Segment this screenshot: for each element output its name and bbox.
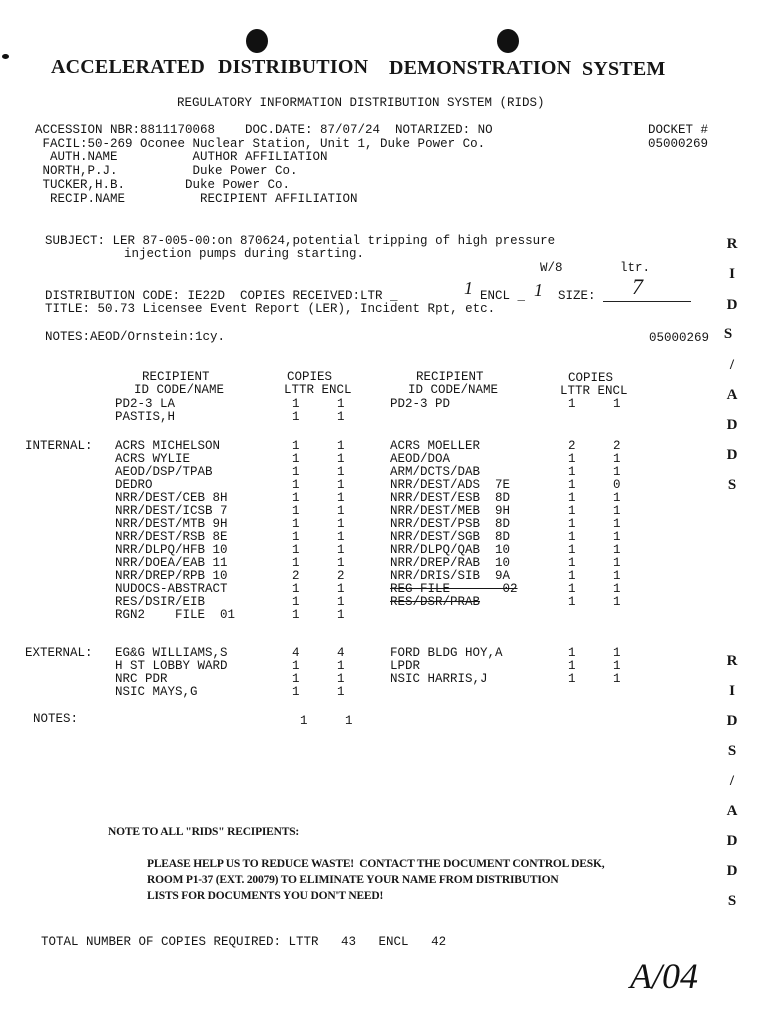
recipient-name: NSIC MAYS,G bbox=[115, 685, 198, 699]
encl-count: 1 bbox=[337, 543, 345, 557]
encl-count bbox=[613, 686, 633, 699]
recipient-table-external bbox=[115, 647, 633, 699]
encl-count: 1 bbox=[613, 582, 621, 596]
encl-count: 1 bbox=[337, 659, 345, 673]
recipient-name: AEOD/DSP/TPAB bbox=[115, 465, 213, 479]
encl-count: 4 bbox=[337, 646, 345, 660]
punch-hole-right bbox=[497, 29, 519, 53]
ltr-count: 1 bbox=[568, 504, 576, 518]
recipient-name: FORD BLDG HOY,A bbox=[390, 646, 503, 660]
notes-ltr: 1 bbox=[300, 714, 308, 728]
encl-count: 1 bbox=[337, 530, 345, 544]
notes-line: NOTES:AEOD/Ornstein:1cy. bbox=[45, 330, 226, 344]
ltr-count: 1 bbox=[568, 452, 576, 466]
ltr-count: 1 bbox=[292, 478, 300, 492]
ltr-label: ltr. bbox=[620, 261, 651, 275]
recipient-name: NRR/DEST/ADS 7E bbox=[390, 478, 511, 492]
subject-line: SUBJECT: LER 87-005-00:on 870624,potential tripping of high pressure bbox=[45, 234, 556, 248]
ltr-count: 1 bbox=[292, 439, 300, 453]
encl-count: 1 bbox=[613, 543, 621, 557]
recipient-name: NRR/DEST/ESB 8D bbox=[390, 491, 511, 505]
author-row: NORTH,P.J. Duke Power Co. bbox=[35, 164, 298, 178]
encl-count: 1 bbox=[613, 659, 621, 673]
ltr-count: 1 bbox=[292, 530, 300, 544]
encl-count: 1 bbox=[337, 517, 345, 531]
encl-count: 1 bbox=[613, 556, 621, 570]
recipient-name: RGN2 FILE 01 bbox=[115, 608, 236, 622]
encl-count bbox=[613, 411, 633, 424]
subtitle: REGULATORY INFORMATION DISTRIBUTION SYSTEM (RIDS) bbox=[177, 96, 545, 110]
encl-count: 1 bbox=[613, 517, 621, 531]
side-letter: D bbox=[726, 297, 738, 313]
recipient-name: NSIC HARRIS,J bbox=[390, 672, 488, 686]
accession-line: ACCESSION NBR:8811170068 DOC.DATE: 87/07/24 NOTARIZED: NO bbox=[35, 123, 493, 137]
encl-count: 1 bbox=[613, 465, 621, 479]
encl-count: 1 bbox=[613, 452, 621, 466]
table-row bbox=[115, 466, 633, 479]
recipient-name: PD2-3 PD bbox=[390, 397, 451, 411]
encl-count: 2 bbox=[337, 569, 345, 583]
ltr-count: 1 bbox=[292, 685, 300, 699]
encl-count: 1 bbox=[337, 556, 345, 570]
handwritten-ltr-count: 1 bbox=[464, 278, 473, 298]
recipient-name-struck: REG FILE 02 bbox=[390, 582, 518, 596]
side-letter: S bbox=[723, 326, 733, 342]
recipient-name: NRC PDR bbox=[115, 672, 168, 686]
ltr-count: 4 bbox=[292, 646, 300, 660]
side-letter: D bbox=[726, 863, 738, 879]
side-letter: D bbox=[726, 833, 738, 849]
note-line: PLEASE HELP US TO REDUCE WASTE! CONTACT THE DOCUMENT CONTROL DESK, bbox=[147, 858, 605, 870]
recipient-name: NRR/DEST/PSB 8D bbox=[390, 517, 511, 531]
ltr-count: 1 bbox=[568, 595, 576, 609]
author-header: AUTH.NAME AUTHOR AFFILIATION bbox=[35, 150, 328, 164]
recipient-header: RECIP.NAME RECIPIENT AFFILIATION bbox=[35, 192, 358, 206]
recipient-name: AEOD/DOA bbox=[390, 452, 451, 466]
table-row bbox=[115, 398, 633, 411]
recipient-name: NRR/DREP/RAB 10 bbox=[390, 556, 511, 570]
recipient-name: NRR/DEST/SGB 8D bbox=[390, 530, 511, 544]
recipient-name: NRR/DEST/RSB 8E bbox=[115, 530, 228, 544]
encl-count: 1 bbox=[337, 672, 345, 686]
recipient-name: ACRS MICHELSON bbox=[115, 439, 221, 453]
ltr-count: 1 bbox=[568, 465, 576, 479]
ltr-count: 1 bbox=[568, 646, 576, 660]
side-letter: S bbox=[727, 743, 737, 759]
ltr-count: 1 bbox=[568, 543, 576, 557]
ltr-count: 1 bbox=[292, 517, 300, 531]
ltr-count bbox=[568, 686, 613, 699]
recipient-name: ACRS MOELLER bbox=[390, 439, 481, 453]
w8-label: W/8 bbox=[540, 261, 563, 275]
handwritten-initials: A/04 bbox=[630, 956, 698, 996]
punch-hole-left bbox=[246, 29, 268, 53]
side-letter: R bbox=[726, 236, 738, 252]
ltr-count: 1 bbox=[568, 397, 576, 411]
side-letter: D bbox=[726, 713, 738, 729]
distribution-encl: ENCL _ bbox=[480, 289, 526, 303]
recipient-table-internal bbox=[115, 440, 633, 622]
col-header-recipient-2: RECIPIENT bbox=[416, 370, 484, 384]
encl-count: 1 bbox=[337, 608, 345, 622]
col-header-copies-2: COPIES bbox=[568, 371, 614, 385]
ltr-count: 2 bbox=[568, 439, 576, 453]
encl-count: 1 bbox=[337, 465, 345, 479]
ltr-count: 1 bbox=[568, 530, 576, 544]
recipient-name: NRR/DEST/MTB 9H bbox=[115, 517, 228, 531]
notes-label: NOTES: bbox=[33, 712, 79, 726]
col-header-id-code: ID CODE/NAME bbox=[134, 383, 225, 397]
margin-mark bbox=[2, 54, 9, 59]
recipient-name: NRR/DRIS/SIB 9A bbox=[390, 569, 511, 583]
ltr-count bbox=[568, 609, 613, 622]
recipient-name bbox=[390, 686, 568, 699]
recipient-name: RES/DSIR/EIB bbox=[115, 595, 206, 609]
table-row bbox=[115, 411, 633, 424]
ltr-count: 1 bbox=[292, 595, 300, 609]
ltr-count bbox=[568, 411, 613, 424]
encl-count: 1 bbox=[337, 491, 345, 505]
ltr-count: 1 bbox=[292, 491, 300, 505]
encl-count: 1 bbox=[337, 685, 345, 699]
ltr-count: 1 bbox=[568, 556, 576, 570]
internal-label: INTERNAL: bbox=[25, 439, 93, 453]
table-row bbox=[115, 440, 633, 453]
note-line: LISTS FOR DOCUMENTS YOU DON'T NEED! bbox=[147, 890, 384, 902]
ltr-count: 1 bbox=[568, 672, 576, 686]
recipient-name: NRR/DEST/CEB 8H bbox=[115, 491, 228, 505]
ltr-count: 1 bbox=[292, 672, 300, 686]
col-header-ltr-encl: LTTR ENCL bbox=[284, 383, 352, 397]
side-letter: I bbox=[729, 683, 735, 699]
ltr-count: 1 bbox=[292, 659, 300, 673]
ltr-count: 1 bbox=[292, 608, 300, 622]
ltr-count: 1 bbox=[292, 410, 300, 424]
recipient-name: NRR/DOEA/EAB 11 bbox=[115, 556, 228, 570]
side-letter: D bbox=[726, 447, 738, 463]
side-letter: S bbox=[727, 893, 737, 909]
encl-count: 0 bbox=[613, 478, 621, 492]
handwritten-encl-count: 1 bbox=[534, 280, 543, 300]
recipient-name: NRR/DEST/ICSB 7 bbox=[115, 504, 228, 518]
facil-line: FACIL:50-269 Oconee Nuclear Station, Unit 1, Duke Power Co. bbox=[35, 137, 486, 151]
recipient-name: ACRS WYLIE bbox=[115, 452, 191, 466]
note-heading: NOTE TO ALL "RIDS" RECIPIENTS: bbox=[108, 826, 300, 838]
ltr-count: 1 bbox=[568, 659, 576, 673]
recipient-name: PD2-3 LA bbox=[115, 397, 176, 411]
ltr-count: 1 bbox=[292, 543, 300, 557]
subject-line-2: injection pumps during starting. bbox=[124, 247, 365, 261]
side-letter: A bbox=[726, 803, 738, 819]
docket-label: DOCKET # bbox=[648, 123, 709, 137]
distribution-size: SIZE: bbox=[558, 289, 596, 303]
side-letter: / bbox=[729, 357, 735, 373]
side-letter: A bbox=[726, 387, 738, 403]
side-letter: I bbox=[729, 266, 735, 282]
ltr-count: 2 bbox=[292, 569, 300, 583]
docket-number: 05000269 bbox=[648, 137, 709, 151]
table-row bbox=[115, 660, 633, 673]
recipient-name: NUDOCS-ABSTRACT bbox=[115, 582, 228, 596]
recipient-name: LPDR bbox=[390, 659, 421, 673]
author-row: TUCKER,H.B. Duke Power Co. bbox=[35, 178, 291, 192]
recipient-name: DEDRO bbox=[115, 478, 153, 492]
encl-count: 1 bbox=[337, 504, 345, 518]
encl-count: 2 bbox=[613, 439, 621, 453]
encl-count: 1 bbox=[337, 439, 345, 453]
col-header-copies: COPIES bbox=[287, 370, 333, 384]
recipient-name-struck: RES/DSR/PRAB bbox=[390, 595, 481, 609]
encl-count: 1 bbox=[613, 530, 621, 544]
recipient-name: PASTIS,H bbox=[115, 410, 176, 424]
external-label: EXTERNAL: bbox=[25, 646, 93, 660]
ltr-count: 1 bbox=[292, 556, 300, 570]
side-letter: / bbox=[729, 773, 735, 789]
encl-count bbox=[613, 609, 633, 622]
ltr-count: 1 bbox=[292, 452, 300, 466]
side-letter: R bbox=[726, 653, 738, 669]
table-row bbox=[115, 686, 633, 699]
recipient-name bbox=[390, 609, 568, 622]
recipient-name: H ST LOBBY WARD bbox=[115, 659, 228, 673]
encl-count: 1 bbox=[337, 595, 345, 609]
recipient-name: NRR/DLPQ/QAB 10 bbox=[390, 543, 511, 557]
title-word-3: DEMONSTRATION bbox=[389, 57, 572, 79]
encl-count: 1 bbox=[337, 582, 345, 596]
recipient-name: NRR/DEST/MEB 9H bbox=[390, 504, 511, 518]
encl-count: 1 bbox=[337, 410, 345, 424]
title-word-4: SYSTEM bbox=[582, 58, 666, 80]
col-header-ltr-encl-2: LTTR ENCL bbox=[560, 384, 628, 398]
title-word-1: ACCELERATED bbox=[51, 56, 206, 78]
encl-count: 1 bbox=[337, 478, 345, 492]
ltr-count: 1 bbox=[292, 582, 300, 596]
notes-encl: 1 bbox=[345, 714, 353, 728]
recipient-name: NRR/DREP/RPB 10 bbox=[115, 569, 228, 583]
ltr-count: 1 bbox=[292, 397, 300, 411]
distribution-line: DISTRIBUTION CODE: IE22D COPIES RECEIVED:LTR _ bbox=[45, 289, 398, 303]
size-underline bbox=[603, 301, 691, 302]
recipient-table-top bbox=[115, 398, 633, 424]
col-header-recipient: RECIPIENT bbox=[142, 370, 210, 384]
encl-count: 1 bbox=[613, 397, 621, 411]
encl-count: 1 bbox=[613, 595, 621, 609]
recipient-name: EG&G WILLIAMS,S bbox=[115, 646, 228, 660]
title-line: TITLE: 50.73 Licensee Event Report (LER), Incident Rpt, etc. bbox=[45, 302, 496, 316]
encl-count: 1 bbox=[613, 672, 621, 686]
side-letter: S bbox=[727, 477, 737, 493]
encl-count: 1 bbox=[613, 646, 621, 660]
handwritten-size: 7 bbox=[632, 274, 643, 299]
ltr-count: 1 bbox=[568, 582, 576, 596]
notes-docket: 05000269 bbox=[649, 331, 710, 345]
encl-count: 1 bbox=[613, 491, 621, 505]
table-row bbox=[115, 609, 633, 622]
ltr-count: 1 bbox=[568, 491, 576, 505]
encl-count: 1 bbox=[613, 569, 621, 583]
ltr-count: 1 bbox=[568, 478, 576, 492]
encl-count: 1 bbox=[613, 504, 621, 518]
ltr-count: 1 bbox=[292, 504, 300, 518]
encl-count: 1 bbox=[337, 397, 345, 411]
encl-count: 1 bbox=[337, 452, 345, 466]
total-copies-line: TOTAL NUMBER OF COPIES REQUIRED: LTTR 43 ENCL 42 bbox=[41, 935, 447, 949]
recipient-name bbox=[390, 411, 568, 424]
ltr-count: 1 bbox=[292, 465, 300, 479]
ltr-count: 1 bbox=[568, 569, 576, 583]
side-letter: D bbox=[726, 417, 738, 433]
col-header-id-code-2: ID CODE/NAME bbox=[408, 383, 499, 397]
recipient-name: NRR/DLPQ/HFB 10 bbox=[115, 543, 228, 557]
recipient-name: ARM/DCTS/DAB bbox=[390, 465, 481, 479]
note-line: ROOM P1-37 (EXT. 20079) TO ELIMINATE YOUR NAME FROM DISTRIBUTION bbox=[147, 874, 559, 886]
title-word-2: DISTRIBUTION bbox=[218, 56, 369, 78]
ltr-count: 1 bbox=[568, 517, 576, 531]
